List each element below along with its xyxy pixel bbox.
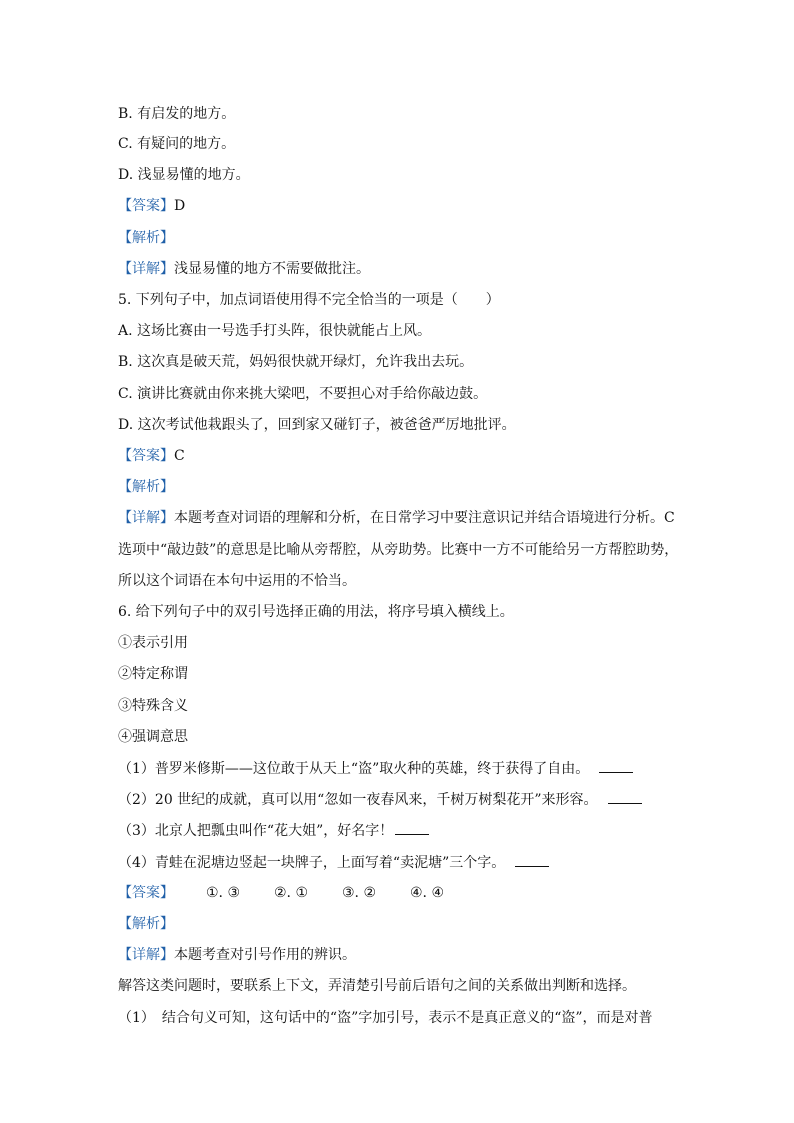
detail-tag: 【详解】	[118, 261, 174, 277]
answer-item-2: ②. ①	[274, 885, 309, 901]
question-6-analysis-line	[118, 914, 678, 934]
question-6-answer-line	[118, 883, 678, 903]
question-5-option-c: C. 演讲比赛就由你来挑大梁吧，不要担心对手给你敲边鼓。	[118, 386, 488, 402]
detail-text: 本题考查对词语的理解和分析，在日常学习中要注意识记并结合语境进行分析。C	[174, 510, 675, 526]
question-5-option-d: D. 这次考试他栽跟头了，回到家又碰钉子，被爸爸严厉地批评。	[118, 417, 516, 433]
answer-line	[118, 196, 678, 216]
option-c-line: C. 有疑问的地方。	[118, 136, 236, 152]
question-5-detail-line-3: 所以这个词语在本句中运用的不恰当。	[118, 573, 356, 589]
question-5-detail-line-2: 选项中“敲边鼓”的意思是比喻从旁帮腔，从旁助势。比赛中一方不可能给另一方帮腔助势，	[118, 542, 679, 558]
sentence-1-text: （1）普罗米修斯——这位敢于从天上“盗”取火种的英雄，终于获得了自由。	[118, 761, 590, 777]
sentence-4	[118, 852, 678, 873]
answer-blank-3	[395, 820, 429, 835]
usage-option-1: ①表示引用	[118, 635, 188, 651]
question-5-option-a: A. 这场比赛由一号选手打头阵，很快就能占上风。	[118, 323, 432, 339]
usage-option-2: ②特定称谓	[118, 666, 188, 682]
analysis-tag: 【解析】	[118, 479, 174, 495]
sentence-1	[118, 758, 678, 779]
sentence-2	[118, 789, 678, 810]
usage-option-4: ④强调意思	[118, 729, 188, 745]
answer-item-3: ③. ②	[342, 885, 377, 901]
detail-tag: 【详解】	[118, 510, 174, 526]
sentence-3-text: （3）北京人把瓢虫叫作“花大姐”，好名字！	[118, 823, 394, 839]
answer-value: D	[174, 198, 186, 214]
question-6-detail-line	[118, 945, 678, 965]
answer-value: C	[174, 448, 185, 464]
question-5-answer-line	[118, 446, 678, 466]
detail-text: 本题考查对引号作用的辨识。	[174, 947, 356, 963]
question-5-detail-line-1	[118, 508, 678, 528]
analysis-tag: 【解析】	[118, 230, 174, 246]
detail-tag: 【详解】	[118, 947, 174, 963]
answer-blank-2	[608, 789, 642, 804]
usage-option-3: ③特殊含义	[118, 698, 188, 714]
question-5-analysis-line	[118, 477, 678, 497]
answer-blank-1	[599, 758, 633, 773]
answer-item-4: ④. ④	[410, 885, 445, 901]
answer-item-1: ①. ③	[206, 885, 241, 901]
question-5-stem: 5. 下列句子中，加点词语使用得不完全恰当的一项是（ ）	[118, 292, 500, 308]
detail-line	[118, 259, 678, 279]
answer-blank-4	[515, 852, 549, 867]
sentence-4-text: （4）青蛙在泥塘边竖起一块牌子，上面写着“卖泥塘”三个字。	[118, 855, 506, 871]
detail-text: 浅显易懂的地方不需要做批注。	[174, 261, 370, 277]
question-6-paragraph-2: （1） 结合句义可知，这句话中的“盗”字加引号，表示不是真正意义的“盗”，而是对普	[118, 1010, 653, 1026]
option-b-line: B. 有启发的地方。	[118, 106, 236, 122]
question-6-stem: 6. 给下列句子中的双引号选择正确的用法，将序号填入横线上。	[118, 604, 514, 620]
answer-tag: 【答案】	[118, 448, 174, 464]
analysis-line	[118, 228, 678, 248]
option-d-line: D. 浅显易懂的地方。	[118, 167, 250, 183]
sentence-3	[118, 820, 678, 841]
question-5-option-b: B. 这次真是破天荒，妈妈很快就开绿灯，允许我出去玩。	[118, 354, 474, 370]
analysis-tag: 【解析】	[118, 916, 174, 932]
sentence-2-text: （2）20 世纪的成就，真可以用“忽如一夜春风来，千树万树梨花开”来形容。	[118, 792, 598, 808]
question-6-paragraph-1: 解答这类问题时，要联系上下文，弄清楚引号前后语句之间的关系做出判断和选择。	[118, 978, 636, 994]
answer-tag: 【答案】	[118, 885, 174, 901]
answer-tag: 【答案】	[118, 198, 174, 214]
